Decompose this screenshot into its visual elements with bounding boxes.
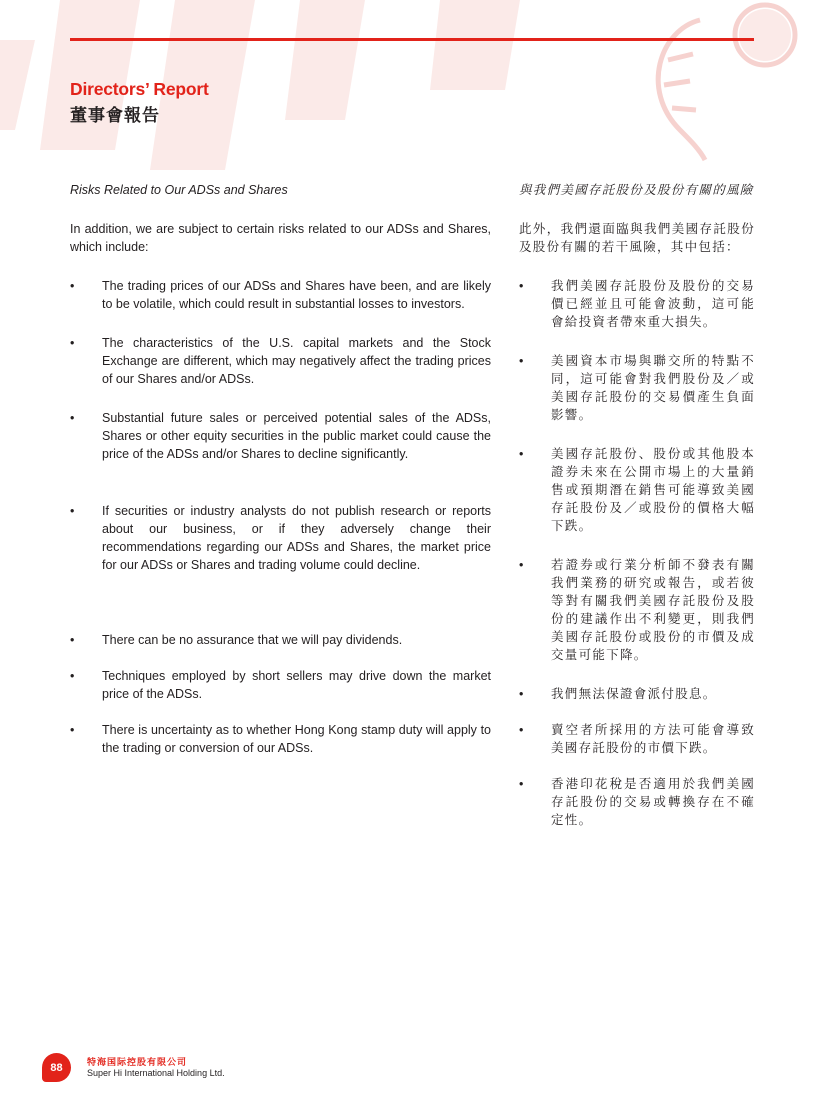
bullet-dot: • [70,279,75,293]
bullet-dot: • [519,687,524,701]
bullet-item-en: • There can be no assurance that we will pay dividends. [70,633,403,647]
page-title-zh: 董事會報告 [70,106,160,125]
page-number-badge [42,1053,71,1082]
bullet-dot: • [70,669,75,683]
bullet-item-zh: • 若證券或行業分析師不發表有關我們業務的研究或報告，或若彼等對有關我們美國存託股份及股份的建議作出不利變更，則我們美國存託股份或股份的市價及成交量可能下降。 [519,558,755,662]
bullet-item-zh: • 美國資本市場與聯交所的特點不同，這可能會對我們股份及／或美國存託股份的交易價產生負面影響。 [519,354,755,422]
bullet-dot: • [70,336,75,350]
english-column [70,181,491,757]
bullet-dot: • [519,723,524,737]
bullet-item-zh: • 我們無法保證會派付股息。 [519,687,717,701]
bullet-dot: • [519,279,524,293]
bullet-dot: • [70,504,75,518]
bullet-item-zh: • 賣空者所採用的方法可能會導致美國存託股份的市價下跌。 [519,723,755,755]
bullet-dot: • [519,777,524,791]
bullet-dot: • [519,354,524,368]
footer-company [87,1057,225,1079]
bullet-dot: • [70,723,75,737]
chinese-column [519,181,755,829]
section-title-en: Risks Related to Our ADSs and Shares [70,183,288,197]
bullet-item-en: • If securities or industry analysts do not publish research or reports about our business, or if they adversely change their recommendations regarding our ADSs and Shares, the market price for our ADSs or Shares and trading volume could decline. [70,504,491,572]
page-title-en: Directors’ Report [70,79,209,99]
page-header [70,78,209,129]
bullet-item-en: • There is uncertainty as to whether Hong Kong stamp duty will apply to the trading or conversion of our ADSs. [70,723,491,755]
page-number: 88 [50,1061,63,1074]
bullet-dot: • [519,558,524,572]
bullet-item-en: • Techniques employed by short sellers may drive down the market price of the ADSs. [70,669,491,701]
bullet-item-en: • The characteristics of the U.S. capital markets and the Stock Exchange are different, which may negatively affect the trading prices of our Shares and/or ADSs. [70,336,491,386]
company-name-en: Super Hi International Holding Ltd. [87,1068,225,1078]
section-title-zh: 與我們美國存託股份及股份有關的風險 [519,183,754,197]
intro-zh: 此外，我們還面臨與我們美國存託股份及股份有關的若干風險，其中包括： [519,222,755,254]
header-rule [70,38,754,41]
bullet-item-en: • Substantial future sales or perceived potential sales of the ADSs, Shares or other equity securities in the public market could cause the price of the ADSs and/or Shares to decline significantly. [70,411,491,461]
bullet-item-en: • The trading prices of our ADSs and Shares have been, and are likely to be volatile, which could result in substantial losses to investors. [70,279,491,311]
bullet-dot: • [70,633,75,647]
bullet-item-zh: • 我們美國存託股份及股份的交易價已經並且可能會波動，這可能會給投資者帶來重大損失。 [519,279,755,329]
bullet-item-zh: • 美國存託股份、股份或其他股本證券未來在公開市場上的大量銷售或預期潛在銷售可能導致美國存託股份及／或股份的價格大幅下跌。 [519,447,755,533]
bullet-dot: • [519,447,524,461]
bullet-dot: • [70,411,75,425]
company-name-zh: 特海国际控股有限公司 [87,1057,188,1067]
bullet-item-zh: • 香港印花稅是否適用於我們美國存託股份的交易或轉換存在不確定性。 [519,777,755,827]
intro-en: In addition, we are subject to certain risks related to our ADSs and Shares, which include: [70,222,491,254]
